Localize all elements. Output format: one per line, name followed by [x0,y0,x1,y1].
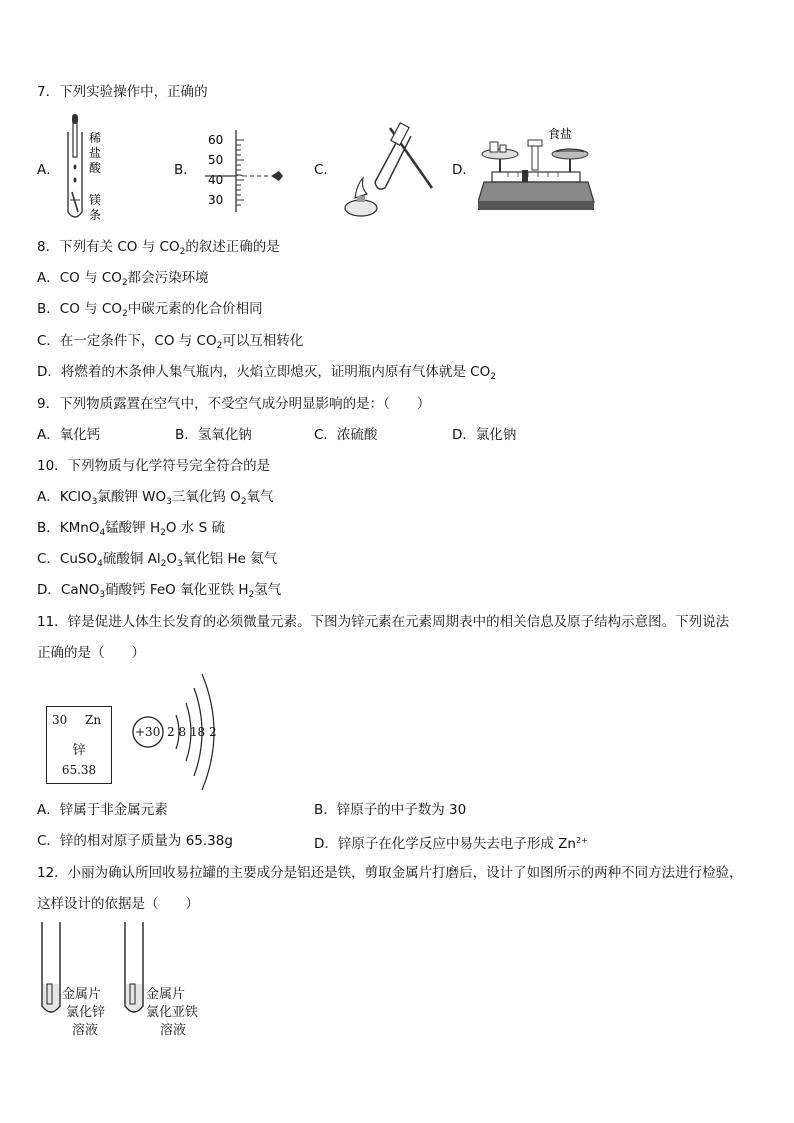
q11-option-b: B．锌原子的中子数为 30 [314,802,467,818]
q8-option-b: B．CO 与 $CO_2$中碳元素的化合价相同 [37,301,263,319]
q9-stem: 9．下列物质露置在空气中，不受空气成分明显影响的是：（ ） [37,396,431,412]
element-symbol: Zn [85,713,102,727]
q7-figure-b-graduated-cylinder [203,128,293,213]
tube2-label-metal: 金属片 [146,987,186,1002]
q11-stem-line1: 11．锌是促进人体生长发育的必须微量元素。下图为锌元素在元素周期表中的相关信息及原子结构示意图。下列说法 [37,614,730,630]
q10-option-c: C．CuSO$_4$硫酸铜 $Al_2O_3$氧化铝 He 氦气 [37,551,278,569]
q8-stem: 8．下列有关 CO 与 $CO_2$的叙述正确的是 [37,239,280,257]
fig-a-text-4: 条 [89,208,102,222]
tube2-label-solution: 氯化亚铁 [146,1005,199,1020]
tube2-label-liquid: 溶液 [160,1023,187,1038]
q7-label-d: D． [452,162,476,178]
fig-a-text-1: 盐 [89,146,102,160]
element-name: 锌 [72,743,86,758]
q9-option-a: A．氧化钙 [37,427,101,443]
fig-b-tick-40: 40 [208,173,224,187]
fig-b-tick-30: 30 [208,193,224,207]
q7-stem: 7．下列实验操作中，正确的 [37,84,208,100]
q12-stem-line2: 这样设计的依据是（ ） [37,896,199,912]
q7-figure-c-heating-test-tube [335,118,440,220]
fig-a-text-0: 稀 [89,131,102,145]
periodic-table-cell [46,706,112,784]
tube1-label-liquid: 溶液 [72,1023,99,1038]
atom-nucleus-charge: +30 [135,725,161,739]
fig-a-text-3: 镁 [89,193,102,207]
q9-option-b: B．氢氧化钠 [175,427,252,443]
q10-option-a: A．KClO$_3$氯酸钾 $WO_3$三氧化钨 $O_2$氧气 [37,489,274,507]
q7-figure-a-dropper-test-tube [62,112,112,227]
q11-stem-line2: 正确的是（ ） [37,645,145,661]
test-tube-1 [38,920,68,1020]
q10-option-b: B．KMnO$_4$锰酸钾 $H_2O$ 水 S 硫 [37,520,225,538]
q7-label-b: B． [174,162,197,178]
atom-electron-shells: 2 8 18 2 [167,725,217,739]
q7-label-a: A． [37,162,60,178]
atomic-mass: 65.38 [61,763,97,777]
atomic-number: 30 [52,713,68,727]
tube1-label-solution: 氯化锌 [66,1005,106,1020]
q10-option-d: D．CaNO$_3$硝酸钙 FeO 氧化亚铁 $H_2$氢气 [37,582,282,600]
fig-a-text-2: 酸 [89,161,102,175]
q9-option-d: D．氯化钠 [452,427,517,443]
q11-option-d: D．锌原子在化学反应中易失去电子形成 $Zn^{2+}$ [314,836,588,852]
q7-figure-d-balance [478,126,596,212]
q11-option-a: A．锌属于非金属元素 [37,802,168,818]
fig-b-tick-50: 50 [208,153,224,167]
q10-stem: 10．下列物质与化学符号完全符合的是 [37,458,271,474]
q11-option-c: C．锌的相对原子质量为 65.38g [37,833,233,849]
q12-stem-line1: 12．小丽为确认所回收易拉罐的主要成分是铝还是铁，剪取金属片打磨后，设计了如图所示的两种不同方法进行检验， [37,865,743,881]
tube1-label-metal: 金属片 [62,987,102,1002]
fig-b-tick-60: 60 [208,133,224,147]
q8-option-c: C．在一定条件下，CO 与 $CO_2$可以互相转化 [37,333,304,351]
q8-option-d: D．将燃着的木条伸人集气瓶内，火焰立即熄灭，证明瓶内原有气体就是 $CO_2$ [37,364,496,382]
fig-d-label: 食盐 [548,127,573,141]
q9-option-c: C．浓硫酸 [314,427,378,443]
q7-label-c: C． [314,162,337,178]
q8-option-a: A．CO 与 $CO_2$都会污染环境 [37,270,209,288]
